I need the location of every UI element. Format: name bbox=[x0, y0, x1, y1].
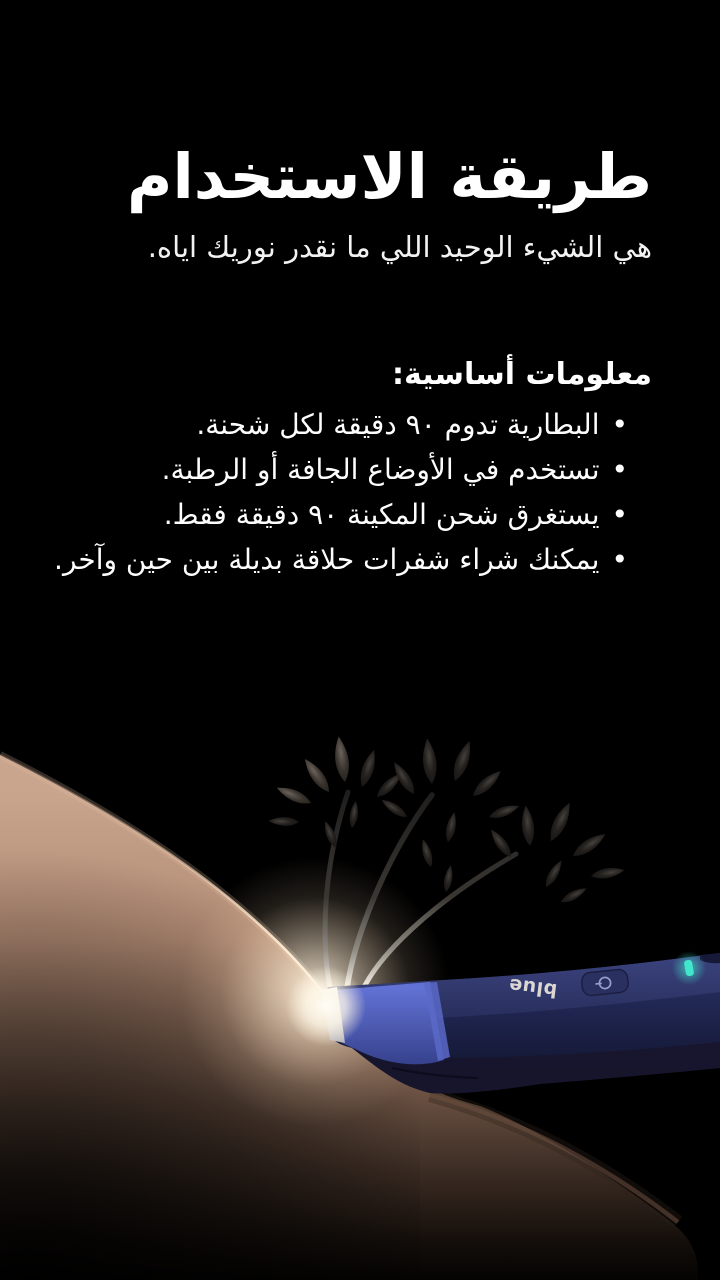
bullet-text: يستغرق شحن المكينة ٩٠ دقيقة فقط. bbox=[163, 497, 600, 531]
bullet-text: تستخدم في الأوضاع الجافة أو الرطبة. bbox=[161, 452, 600, 486]
power-button bbox=[581, 969, 629, 997]
page-title: طريقة الاستخدام bbox=[127, 140, 652, 213]
bullet-dot-icon: • bbox=[611, 542, 628, 576]
trimmer-brand-label: blue bbox=[507, 973, 559, 1002]
bullet-dot-icon: • bbox=[611, 452, 628, 486]
product-scene bbox=[0, 640, 720, 1280]
info-bullet bbox=[40, 537, 628, 582]
bullet-text: يمكنك شراء شفرات حلاقة بديلة بين حين وآخر. bbox=[54, 542, 600, 576]
info-bullet-list bbox=[40, 402, 628, 582]
bullet-dot-icon: • bbox=[611, 407, 628, 441]
info-bullet bbox=[40, 447, 628, 492]
info-heading: معلومات أساسية: bbox=[392, 356, 652, 392]
page-subtitle: هي الشيء الوحيد اللي ما نقدر نوريك اياه. bbox=[147, 229, 652, 264]
blade-glow-core bbox=[286, 966, 366, 1046]
info-bullet bbox=[40, 492, 628, 537]
product-scene-render bbox=[0, 640, 720, 1280]
bullet-dot-icon: • bbox=[611, 497, 628, 531]
hero-text-block bbox=[0, 0, 720, 582]
info-bullet bbox=[40, 402, 628, 447]
bullet-text: البطارية تدوم ٩٠ دقيقة لكل شحنة. bbox=[196, 407, 600, 441]
